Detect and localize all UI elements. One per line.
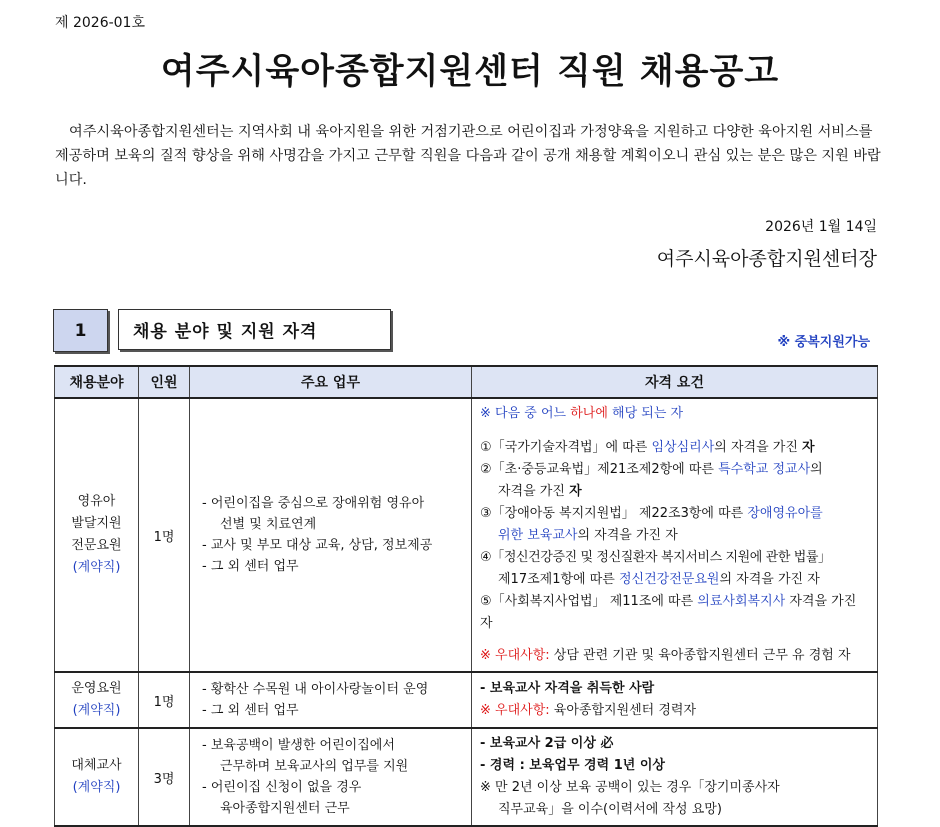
req-item: ③「장애아동 복지지원법」 제22조3항에 따른 장애영유아를 [480, 506, 823, 521]
field-name-line: 운영요원 [71, 681, 122, 696]
headcount: 3명 [139, 728, 190, 826]
duty-item: - 그 외 센터 업무 [202, 559, 299, 574]
duty-item: - 황학산 수목원 내 아이사랑놀이터 운영 [202, 682, 429, 697]
field-name-line: 영유아 [77, 494, 116, 509]
header-duties: 주요 업무 [190, 366, 472, 398]
duty-item: - 그 외 센터 업무 [202, 703, 299, 718]
duty-item: - 어린이집을 중심으로 장애위험 영유아 [202, 496, 425, 511]
req-preference: ※ 우대사항: 육아종합지원센터 경력자 [480, 703, 697, 718]
field-cell [55, 398, 139, 672]
headcount: 1명 [139, 672, 190, 728]
duty-item-cont: 육아종합지원센터 근무 [220, 801, 350, 816]
page-title: 여주시육아종합지원센터 직원 채용공고 [160, 52, 780, 92]
req-preference: ※ 우대사항: 상담 관련 기관 및 육아종합지원센터 근무 유 경험 자 [480, 648, 851, 663]
req-item: ⑤「사회복지사업법」 제11조에 따른 의료사회복지사 자격을 가진 자 [480, 594, 857, 631]
duty-item-cont: 근무하며 보육교사의 업무를 지원 [220, 759, 409, 774]
duty-item: - 보육공백이 발생한 어린이집에서 [202, 738, 395, 753]
intro-paragraph: 여주시육아종합지원센터는 지역사회 내 육아지원을 위한 거점기관으로 어린이집과 가정양육을 지원하고 다양한 육아지원 서비스를 제공하며 보육의 질적 향상을 위해 사명감을 가지고 근무할 직원을 다음과 같이 공개 채용할 계획이오니 관심 있는 분은 많은 지원 바랍니다. [55, 124, 881, 188]
header-count: 인원 [139, 366, 190, 398]
contract-type: (계약직) [72, 560, 121, 575]
req-item: ②「초·중등교육법」제21조제2항에 따른 특수학교 정교사의 [480, 462, 823, 477]
header-field: 채용분야 [55, 366, 139, 398]
req-item-cont: 제17조제1항에 따른 정신건강전문요원의 자격을 가진 자 [498, 572, 820, 587]
requirements-cell [472, 728, 878, 826]
field-name-line: 발달지원 [71, 516, 122, 531]
duty-item: - 어린이집 신청이 없을 경우 [202, 780, 362, 795]
req-lead: ※ 다음 중 어느 하나에 해당 되는 자 [480, 406, 684, 421]
section-title: 채용 분야 및 지원 자격 [118, 309, 391, 350]
req-item-cont: 직무교육」을 이수(이력서에 작성 요망) [498, 802, 722, 817]
field-cell [55, 672, 139, 728]
section-number: 1 [53, 309, 108, 352]
req-item-cont: 위한 보육교사의 자격을 가진 자 [498, 528, 678, 543]
field-name-line: 대체교사 [71, 758, 122, 773]
contract-type: (계약직) [72, 780, 121, 795]
contract-type: (계약직) [72, 703, 121, 718]
req-item: - 보육교사 2급 이상 必 [480, 736, 614, 751]
signature: 여주시육아종합지원센터장 [656, 248, 877, 270]
duties-cell [190, 398, 472, 672]
header-requirements: 자격 요건 [472, 366, 878, 398]
requirements-cell [472, 398, 878, 672]
headcount: 1명 [139, 398, 190, 672]
req-item: - 보육교사 자격을 취득한 사람 [480, 681, 655, 696]
duties-cell [190, 672, 472, 728]
req-item: - 경력 : 보육업무 경력 1년 이상 [480, 758, 665, 773]
req-item-cont: 자격을 가진 자 [498, 484, 582, 499]
table-row [55, 728, 878, 826]
field-name-line: 전문요원 [71, 538, 122, 553]
duty-item-cont: 선별 및 치료연계 [220, 517, 317, 532]
table-header-row [55, 366, 878, 398]
duplicate-apply-note: ※ 중복지원가능 [777, 335, 870, 350]
req-item: ※ 만 2년 이상 보육 공백이 있는 경우「장기미종사자 [480, 780, 780, 795]
requirements-cell [472, 672, 878, 728]
duties-cell [190, 728, 472, 826]
recruit-table [54, 365, 878, 827]
notice-number: 제 2026-01호 [55, 15, 145, 31]
duty-item: - 교사 및 부모 대상 교육, 상담, 정보제공 [202, 538, 433, 553]
notice-date: 2026년 1월 14일 [765, 219, 877, 235]
req-item: ①「국가기술자격법」에 따른 임상심리사의 자격을 가진 자 [480, 440, 815, 455]
req-item: ④「정신건강증진 및 정신질환자 복지서비스 지원에 관한 법률」 [480, 550, 831, 565]
table-row [55, 398, 878, 672]
table-row [55, 672, 878, 728]
field-cell [55, 728, 139, 826]
